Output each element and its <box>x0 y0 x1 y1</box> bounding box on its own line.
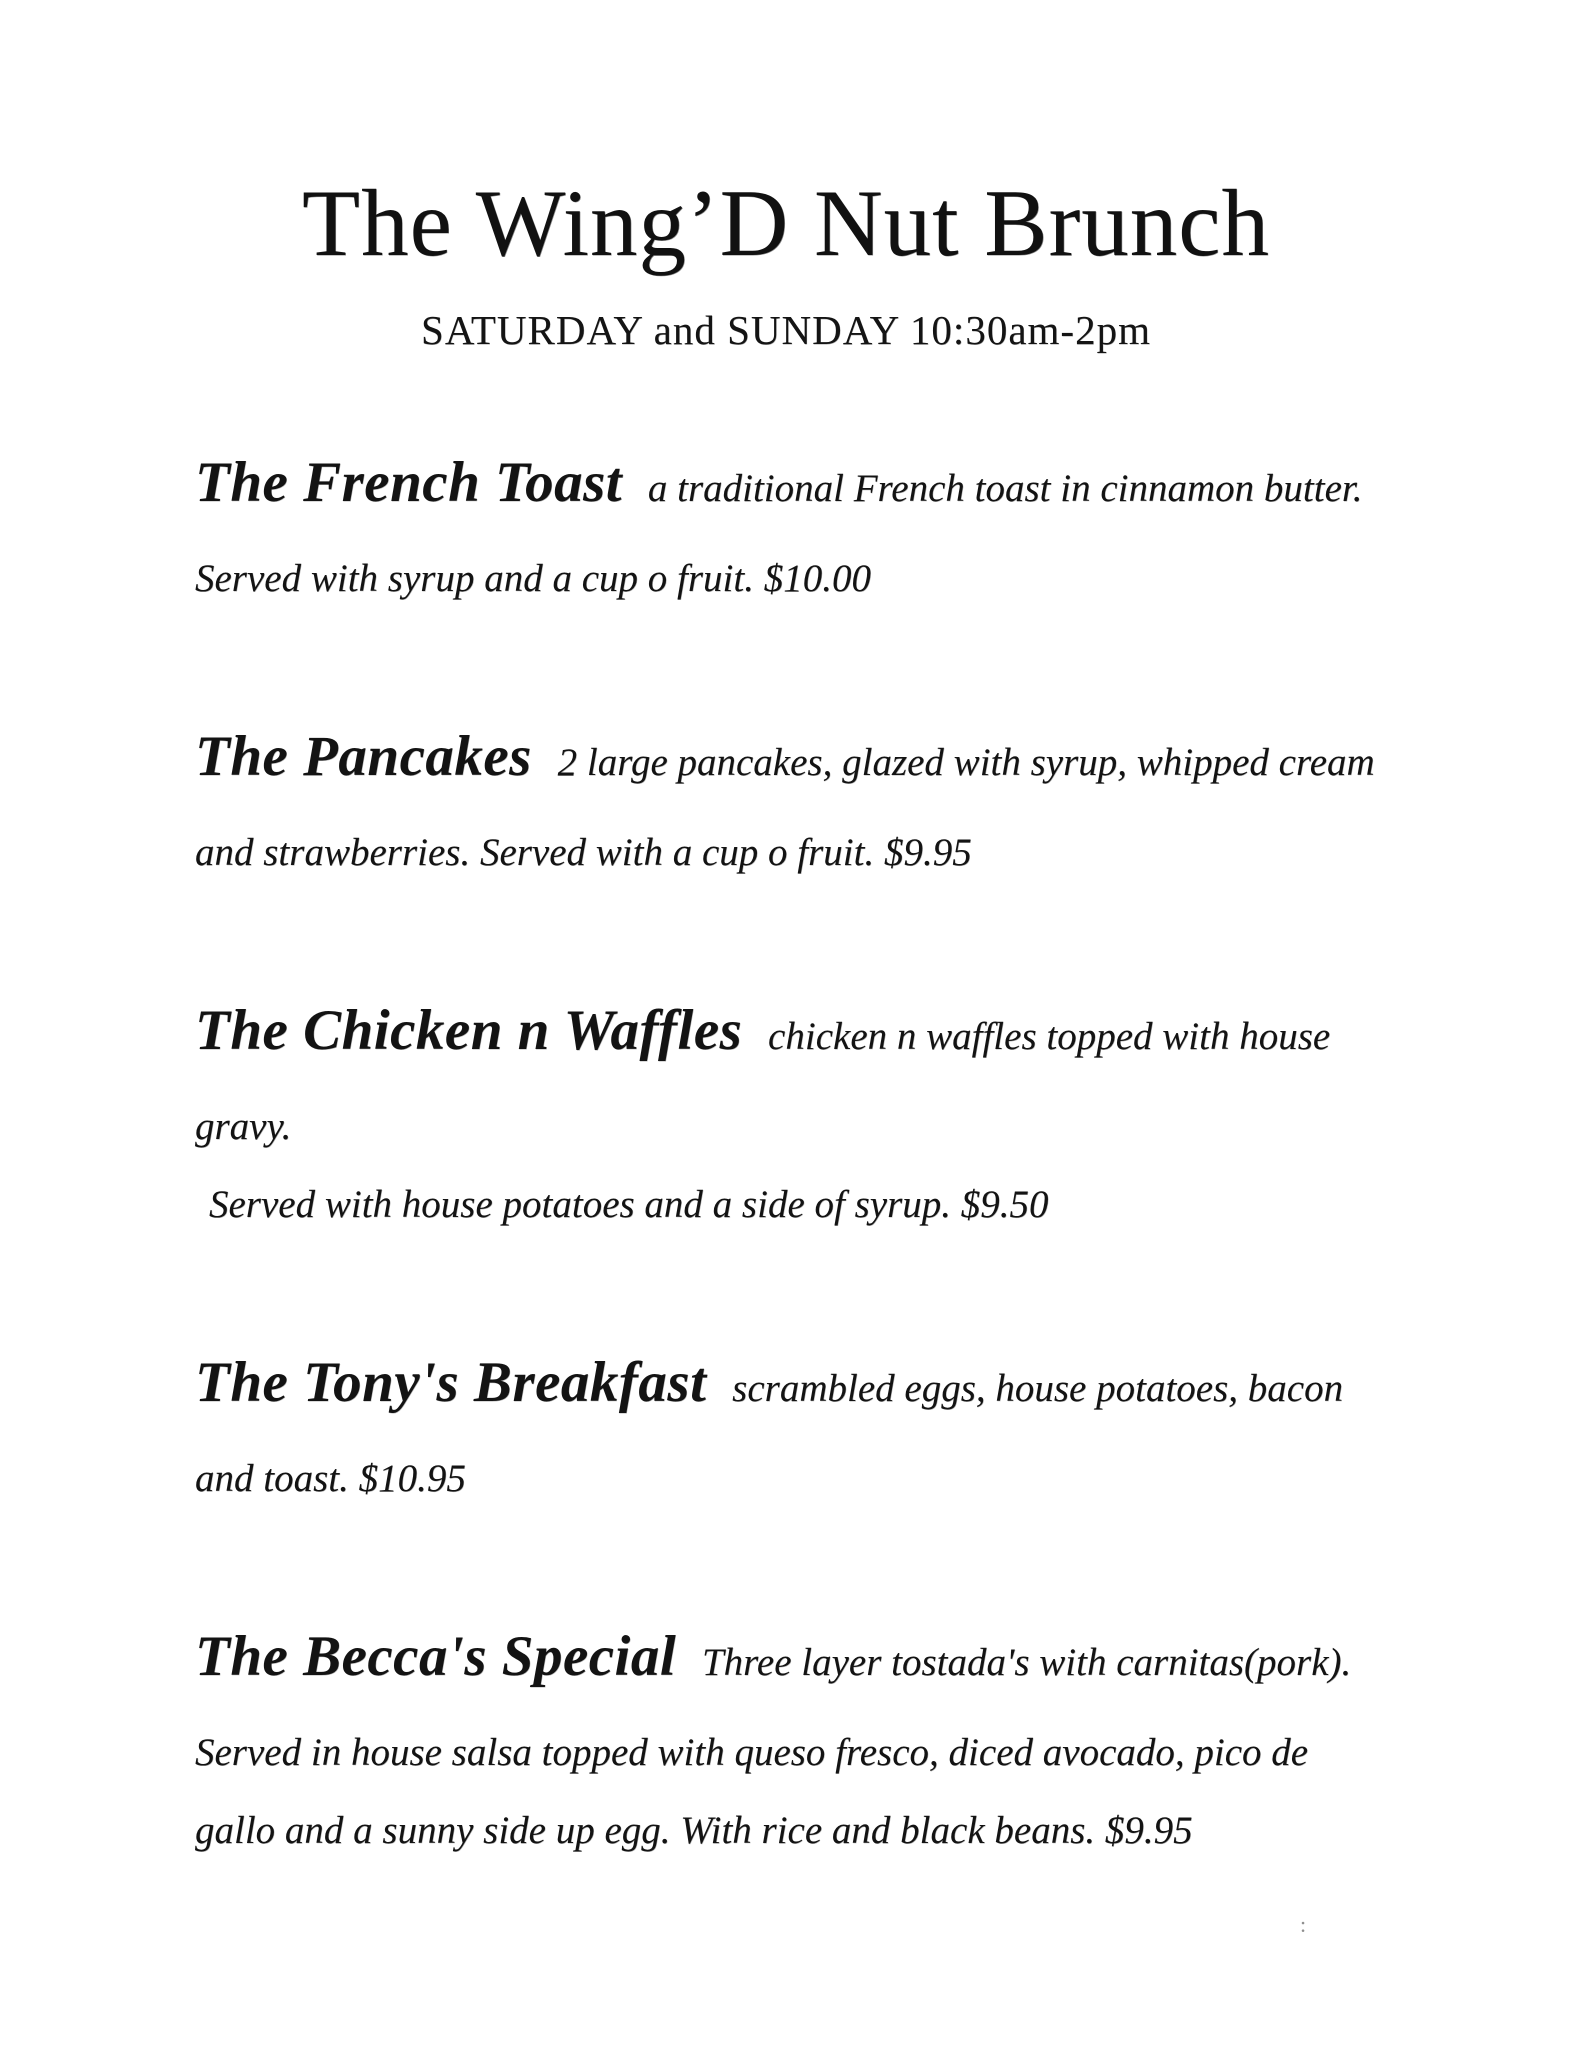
menu-item-name: The French Toast <box>195 451 623 514</box>
menu-item-description: Three layer tostada's with carnitas(pork). Served in house salsa topped with queso fresco, diced avocado, pico de gallo and a sunny side up egg. With rice and black beans. <box>195 1641 1352 1852</box>
menu-item-price: $10.95 <box>358 1457 466 1500</box>
menu-items <box>195 426 1377 1870</box>
menu-item-description: a traditional French toast in cinnamon butter. Served with syrup and a cup o fruit. <box>195 467 1363 600</box>
scan-artifact: : <box>1300 1912 1307 1937</box>
menu-item <box>195 426 1377 618</box>
menu-item-description: 2 large pancakes, glazed with syrup, whipped cream and strawberries. Served with a cup o fruit. <box>195 741 1375 874</box>
menu-item-price: $9.95 <box>1104 1809 1193 1852</box>
menu-item-name: The Becca's Special <box>195 1625 677 1688</box>
menu-item-description: scrambled eggs, house potatoes, bacon and toast. <box>195 1367 1344 1500</box>
menu-item-price: $9.50 <box>960 1183 1049 1226</box>
menu-item-description: chicken n waffles topped with house gravy. <box>195 1015 1331 1148</box>
menu-item-name: The Pancakes <box>195 725 532 788</box>
menu-header <box>195 168 1377 354</box>
menu-item <box>195 974 1377 1244</box>
menu-item-price: $10.00 <box>763 557 871 600</box>
menu-hours: SATURDAY and SUNDAY 10:30am-2pm <box>421 307 1151 353</box>
menu-item <box>195 1326 1377 1518</box>
menu-item-name: The Chicken n Waffles <box>195 999 743 1062</box>
menu-item <box>195 1600 1377 1870</box>
menu-item <box>195 700 1377 892</box>
page-title: The Wing’D Nut Brunch <box>302 170 1270 276</box>
menu-item-name: The Tony's Breakfast <box>195 1351 707 1414</box>
menu-item-price: $9.95 <box>883 831 972 874</box>
menu-item-description-2: Served with house potatoes and a side of syrup. <box>209 1183 952 1226</box>
